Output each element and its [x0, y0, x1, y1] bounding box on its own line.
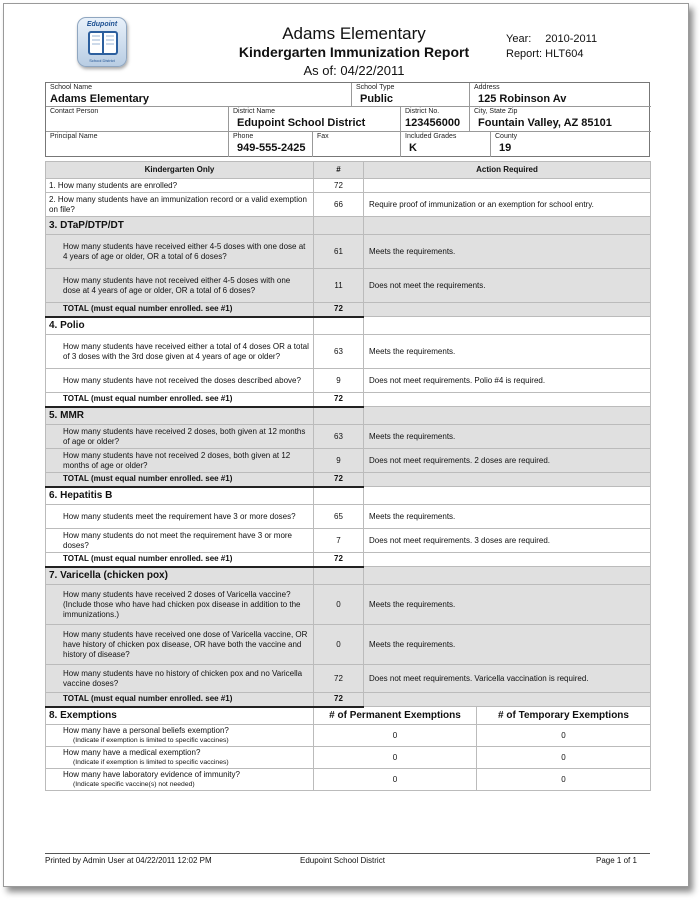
section-header-mmr	[46, 407, 651, 425]
exemption-note: (Indicate if exemption is limited to specific vaccines)	[73, 736, 229, 744]
blank-cell	[364, 393, 651, 407]
action-text: Meets the requirements.	[364, 505, 651, 529]
grades-value: K	[409, 142, 417, 154]
action-text: Require proof of immunization or an exemption for school entry.	[364, 193, 651, 217]
question-count: 0	[314, 625, 364, 665]
question-count: 7	[314, 529, 364, 553]
question-text: 1. How many students are enrolled?	[46, 179, 314, 193]
permanent-count: 0	[314, 725, 477, 747]
principal-label: Principal Name	[50, 133, 98, 140]
fax-cell	[313, 132, 401, 157]
section-header-hepatitis-b	[46, 487, 651, 505]
section-title: 4. Polio	[46, 317, 314, 335]
section-title: 7. Varicella (chicken pox)	[46, 567, 314, 585]
total-row	[46, 693, 651, 707]
exemption-note: (Indicate specific vaccine(s) not needed)	[73, 780, 195, 788]
action-text: Does not meet requirements. 2 doses are required.	[364, 449, 651, 473]
table-row	[46, 585, 651, 625]
question-text: 2. How many students have an immunization record or a valid exemption on file?	[46, 193, 314, 217]
blank-cell	[314, 567, 364, 585]
county-cell	[491, 132, 651, 157]
action-text: Does not meet the requirements.	[364, 269, 651, 303]
grades-label: Included Grades	[405, 133, 457, 140]
city-cell	[470, 107, 651, 132]
immunization-table	[45, 161, 651, 791]
exemption-question: How many have a medical exemption?	[63, 747, 201, 757]
edupoint-logo	[77, 17, 127, 67]
blank-cell	[314, 487, 364, 505]
table-header-row	[46, 162, 651, 179]
fax-label: Fax	[317, 133, 329, 140]
question-count: 0	[314, 585, 364, 625]
district-name-label: District Name	[233, 108, 276, 115]
total-count: 72	[314, 693, 364, 707]
printed-by: Printed by Admin User at 04/22/2011 12:02 PM	[45, 856, 212, 865]
district-no-label: District No.	[405, 108, 440, 115]
question-text: How many students meet the requirement have 3 or more doses?	[46, 505, 314, 529]
phone-label: Phone	[233, 133, 254, 140]
question-count: 61	[314, 235, 364, 269]
section-header-dtap	[46, 217, 651, 235]
table-row	[46, 665, 651, 693]
report-value: HLT604	[545, 48, 584, 60]
address-label: Address	[474, 84, 500, 91]
action-text	[364, 179, 651, 193]
report-page	[3, 3, 689, 887]
city-label: City, State Zip	[474, 108, 518, 115]
table-row	[46, 529, 651, 553]
contact-label: Contact Person	[50, 108, 99, 115]
address-value: 125 Robinson Av	[478, 93, 567, 105]
principal-cell	[46, 132, 229, 157]
footer-district: Edupoint School District	[300, 856, 385, 865]
school-info-box	[45, 82, 650, 157]
question-count: 9	[314, 449, 364, 473]
table-row	[46, 747, 651, 769]
total-label: TOTAL (must equal number enrolled. see #1)	[46, 553, 314, 567]
question-text	[46, 725, 314, 747]
question-count: 72	[314, 179, 364, 193]
question-text: How many students have no history of chicken pox and no Varicella vaccine doses?	[46, 665, 314, 693]
temporary-count: 0	[477, 725, 651, 747]
section-header-exemptions	[46, 707, 651, 725]
question-text: How many students have not received either 4-5 doses with one dose at 4 years of age or older, OR a total of 6 doses?	[46, 269, 314, 303]
header-action: Action Required	[364, 162, 651, 179]
blank-cell	[364, 693, 651, 707]
county-value: 19	[499, 142, 512, 154]
table-row	[46, 769, 651, 791]
school-type-cell	[352, 83, 470, 107]
total-row	[46, 473, 651, 487]
address-cell	[470, 83, 651, 107]
county-label: County	[495, 133, 518, 140]
district-no-cell	[401, 107, 470, 132]
year-label: Year:	[506, 33, 532, 45]
table-row	[46, 235, 651, 269]
question-count: 9	[314, 369, 364, 393]
report-line	[506, 48, 583, 60]
question-text: How many students have received 2 doses of Varicella vaccine? (Include those who have had chicken pox disease in addition to the immunizations.)	[46, 585, 314, 625]
blank-cell	[364, 567, 651, 585]
total-label: TOTAL (must equal number enrolled. see #1)	[46, 693, 314, 707]
table-row	[46, 179, 651, 193]
table-row	[46, 505, 651, 529]
total-row	[46, 393, 651, 407]
exemption-question: How many have laboratory evidence of immunity?	[63, 769, 240, 779]
question-text: How many students have received one dose of Varicella vaccine, OR have history of chicken pox disease, OR have both the vaccine and history of disease?	[46, 625, 314, 665]
table-row	[46, 425, 651, 449]
total-label: TOTAL (must equal number enrolled. see #1)	[46, 473, 314, 487]
blank-cell	[364, 407, 651, 425]
total-count: 72	[314, 393, 364, 407]
question-text	[46, 769, 314, 791]
total-label: TOTAL (must equal number enrolled. see #1)	[46, 303, 314, 317]
blank-cell	[314, 407, 364, 425]
question-text: How many students have not received the doses described above?	[46, 369, 314, 393]
school-title: Adams Elementary	[282, 24, 426, 43]
footer-divider	[45, 853, 650, 854]
question-count: 63	[314, 335, 364, 369]
question-text: How many students have received 2 doses, both given at 12 months of age or older?	[46, 425, 314, 449]
phone-cell	[229, 132, 313, 157]
report-title: Kindergarten Immunization Report	[238, 44, 470, 60]
table-row	[46, 725, 651, 747]
total-count: 72	[314, 303, 364, 317]
phone-value: 949-555-2425	[237, 142, 306, 154]
temporary-exemptions-header: # of Temporary Exemptions	[477, 707, 651, 725]
exemption-question: How many have a personal beliefs exemption?	[63, 725, 229, 735]
city-value: Fountain Valley, AZ 85101	[478, 117, 612, 129]
table-row	[46, 335, 651, 369]
table-row	[46, 369, 651, 393]
blank-cell	[364, 217, 651, 235]
question-text: How many students do not meet the requirement have 3 or more doses?	[46, 529, 314, 553]
blank-cell	[364, 473, 651, 487]
question-count: 65	[314, 505, 364, 529]
total-label: TOTAL (must equal number enrolled. see #1)	[46, 393, 314, 407]
question-count: 66	[314, 193, 364, 217]
total-count: 72	[314, 473, 364, 487]
total-row	[46, 553, 651, 567]
logo-subtitle: School District	[89, 58, 115, 63]
permanent-count: 0	[314, 747, 477, 769]
total-count: 72	[314, 553, 364, 567]
total-row	[46, 303, 651, 317]
action-text: Does not meet requirements. Varicella vaccination is required.	[364, 665, 651, 693]
blank-cell	[364, 317, 651, 335]
action-text: Meets the requirements.	[364, 585, 651, 625]
table-row	[46, 269, 651, 303]
question-text	[46, 747, 314, 769]
blank-cell	[364, 487, 651, 505]
school-name-value: Adams Elementary	[50, 93, 150, 105]
question-text: How many students have received either 4-5 doses with one dose at 4 years of age or older, OR a total of 6 doses?	[46, 235, 314, 269]
permanent-count: 0	[314, 769, 477, 791]
blank-cell	[314, 217, 364, 235]
section-header-varicella	[46, 567, 651, 585]
blank-cell	[314, 317, 364, 335]
district-name-value: Edupoint School District	[237, 117, 366, 129]
year-value: 2010-2011	[545, 33, 598, 45]
action-text: Meets the requirements.	[364, 625, 651, 665]
permanent-exemptions-header: # of Permanent Exemptions	[314, 707, 477, 725]
question-text: How many students have received either a total of 4 doses OR a total of 3 doses with the 3rd dose given at 4 years of age or older?	[46, 335, 314, 369]
exemption-note: (Indicate if exemption is limited to specific vaccines)	[73, 758, 229, 766]
action-text: Meets the requirements.	[364, 235, 651, 269]
year-line	[506, 33, 597, 45]
district-name-cell	[229, 107, 401, 132]
question-count: 63	[314, 425, 364, 449]
action-text: Meets the requirements.	[364, 425, 651, 449]
blank-cell	[364, 303, 651, 317]
report-label: Report:	[506, 48, 543, 60]
question-count: 72	[314, 665, 364, 693]
blank-cell	[364, 553, 651, 567]
as-of-date: As of: 04/22/2011	[303, 63, 405, 78]
section-title: 6. Hepatitis B	[46, 487, 314, 505]
district-no-value: 123456000	[405, 117, 461, 129]
table-row	[46, 449, 651, 473]
table-row	[46, 193, 651, 217]
section-title: 3. DTaP/DTP/DT	[46, 217, 314, 235]
header-kindergarten: Kindergarten Only	[46, 162, 314, 179]
action-text: Meets the requirements.	[364, 335, 651, 369]
page-number: Page 1 of 1	[596, 856, 637, 865]
temporary-count: 0	[477, 747, 651, 769]
action-text: Does not meet requirements. Polio #4 is required.	[364, 369, 651, 393]
section-header-polio	[46, 317, 651, 335]
school-name-label: School Name	[50, 84, 93, 91]
school-type-value: Public	[360, 93, 394, 105]
section-title: 8. Exemptions	[46, 707, 314, 725]
logo-brand: Edupoint	[86, 21, 118, 28]
school-name-cell	[46, 83, 352, 107]
section-title: 5. MMR	[46, 407, 314, 425]
table-row	[46, 625, 651, 665]
question-text: How many students have not received 2 doses, both given at 12 months of age or older?	[46, 449, 314, 473]
school-type-label: School Type	[356, 84, 395, 91]
grades-cell	[401, 132, 491, 157]
action-text: Does not meet requirements. 3 doses are required.	[364, 529, 651, 553]
header-count: #	[314, 162, 364, 179]
question-count: 11	[314, 269, 364, 303]
temporary-count: 0	[477, 769, 651, 791]
contact-cell	[46, 107, 229, 132]
